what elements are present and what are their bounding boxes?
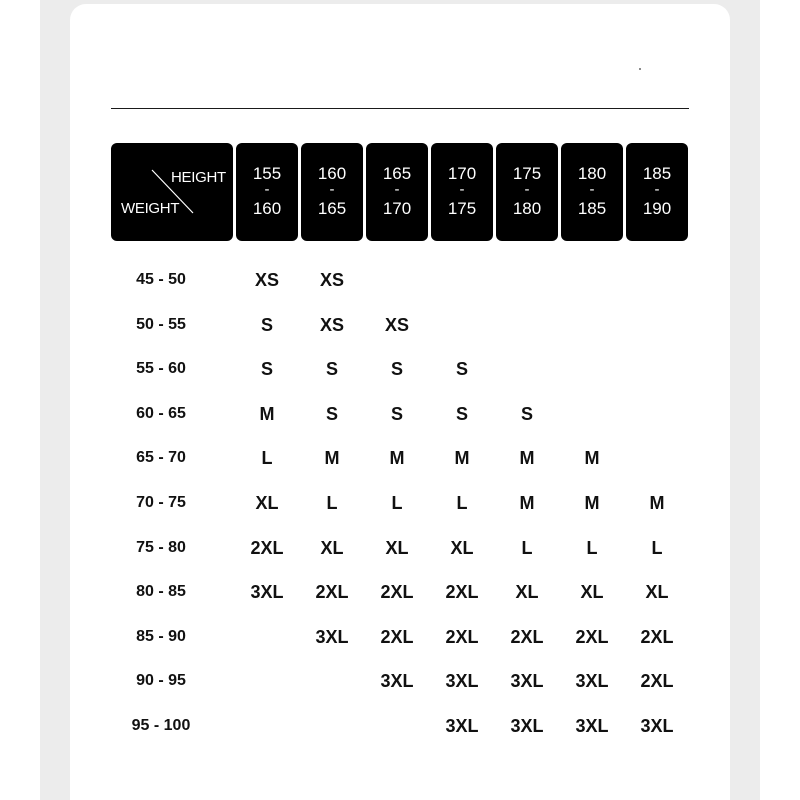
size-value: L (521, 537, 533, 558)
height-to-label: 165 (317, 199, 347, 218)
height-dash-label: - (654, 181, 660, 198)
size-value: L (651, 537, 663, 558)
size-value: M (324, 448, 340, 469)
size-value: 3XL (315, 626, 349, 647)
height-range-cell (366, 143, 428, 241)
size-value: 3XL (380, 671, 414, 692)
size-value: 3XL (510, 716, 544, 736)
size-value: XL (320, 537, 344, 558)
dot-mark (639, 68, 641, 70)
size-value: 3XL (575, 671, 609, 692)
height-dash-label: - (589, 181, 595, 198)
size-value: S (455, 403, 468, 424)
size-value: XL (645, 582, 669, 603)
height-dash-label: - (524, 181, 530, 198)
size-value: L (261, 448, 273, 469)
size-value: 2XL (380, 626, 414, 647)
size-value: 3XL (445, 716, 479, 736)
height-to-label: 190 (642, 199, 672, 218)
size-value: S (260, 359, 273, 380)
height-to-label: 175 (447, 199, 477, 218)
weight-range-label: 65 - 70 (136, 449, 186, 467)
weight-range-label: 60 - 65 (136, 404, 186, 422)
size-value: M (649, 493, 665, 513)
size-value: XL (255, 493, 279, 513)
height-from-label: 185 (642, 164, 672, 183)
weight-range-label: 95 - 100 (131, 717, 191, 734)
size-value: XL (515, 582, 539, 603)
size-value: 2XL (315, 582, 349, 603)
height-header-row (111, 143, 689, 241)
size-value: 2XL (445, 582, 479, 603)
size-value: XS (384, 314, 409, 335)
size-value: S (390, 403, 403, 424)
height-range-cell (626, 143, 688, 241)
size-value: M (389, 448, 405, 469)
height-from-label: 165 (382, 164, 412, 183)
size-value: M (519, 493, 535, 513)
size-value: M (584, 448, 600, 469)
size-value: 3XL (250, 582, 284, 603)
size-value: S (455, 359, 468, 380)
size-value: 3XL (575, 716, 609, 736)
size-value: 3XL (510, 671, 544, 692)
size-value: S (520, 403, 533, 424)
height-range-cell (431, 143, 493, 241)
size-value: M (454, 448, 470, 469)
size-value: L (326, 493, 338, 513)
size-value: 2XL (510, 626, 544, 647)
height-from-label: 175 (512, 164, 542, 183)
weight-range-label: 80 - 85 (136, 583, 186, 601)
size-value: M (584, 493, 600, 513)
size-value: 3XL (445, 671, 479, 692)
size-value: 2XL (640, 626, 674, 647)
size-value: L (456, 493, 468, 513)
header-divider (111, 108, 689, 109)
weight-range-label: 70 - 75 (136, 494, 186, 511)
height-dash-label: - (264, 181, 270, 198)
size-value: M (259, 403, 275, 424)
height-dash-label: - (459, 181, 465, 198)
weight-range-label: 50 - 55 (136, 315, 186, 333)
height-from-label: 170 (447, 164, 477, 183)
diagonal-divider-icon (111, 143, 233, 241)
size-value: M (519, 448, 535, 469)
height-from-label: 180 (577, 164, 607, 183)
weight-range-label: 55 - 60 (136, 360, 186, 378)
size-value: L (586, 537, 598, 558)
size-value: 2XL (575, 626, 609, 647)
height-to-label: 185 (577, 199, 607, 218)
weight-range-label: 90 - 95 (136, 672, 186, 690)
size-value: S (325, 403, 338, 424)
height-to-label: 160 (252, 199, 282, 218)
height-from-label: 160 (317, 164, 347, 183)
corner-header-cell (111, 143, 233, 241)
weight-range-label: 75 - 80 (136, 538, 186, 556)
size-value: 2XL (640, 671, 674, 692)
size-value: XS (319, 314, 344, 335)
height-from-label: 155 (252, 164, 282, 183)
size-value: 3XL (640, 716, 674, 736)
height-axis-label: HEIGHT (171, 169, 226, 186)
weight-axis-label: WEIGHT (121, 200, 180, 217)
size-value: XL (385, 537, 409, 558)
size-value: XL (580, 582, 604, 603)
height-range-cell (496, 143, 558, 241)
size-value: L (391, 493, 403, 513)
size-value: XL (450, 537, 474, 558)
size-value: XS (319, 270, 344, 290)
height-range-cell (561, 143, 623, 241)
size-value: 2XL (380, 582, 414, 603)
weight-range-label: 45 - 50 (136, 271, 186, 288)
height-range-cell (236, 143, 298, 241)
height-dash-label: - (394, 181, 400, 198)
size-value: 2XL (250, 537, 284, 558)
height-to-label: 180 (512, 199, 542, 218)
size-value: S (325, 359, 338, 380)
size-value: S (390, 359, 403, 380)
weight-range-label: 85 - 90 (136, 627, 186, 645)
height-dash-label: - (329, 181, 335, 198)
size-value: S (260, 314, 273, 335)
height-range-cell (301, 143, 363, 241)
size-value: 2XL (445, 626, 479, 647)
height-to-label: 170 (382, 199, 412, 218)
size-value: XS (254, 270, 279, 290)
